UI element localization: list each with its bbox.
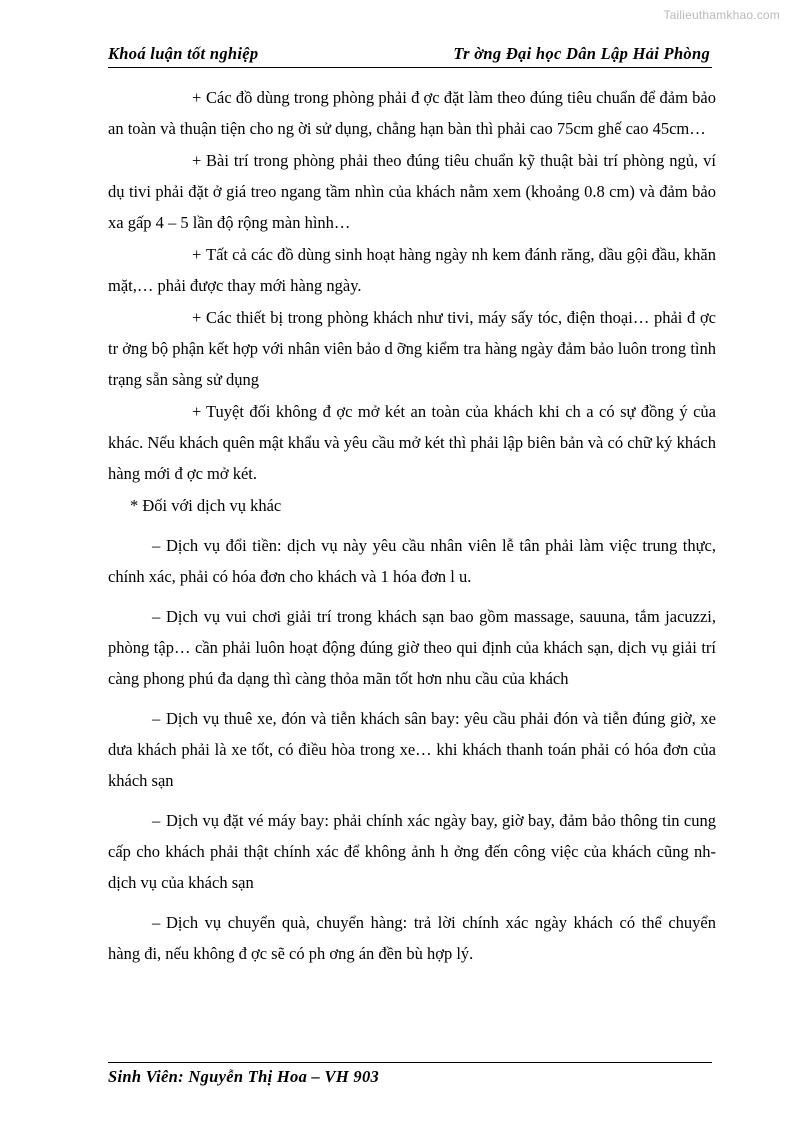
header-title-left: Khoá luận tốt nghiệp — [108, 44, 259, 63]
paragraph-text: Tất cả các đồ dùng sinh hoạt hàng ngày nh kem đánh răng, dầu gội đầu, khăn mặt,… phải được thay mới hàng ngày. — [108, 245, 716, 296]
document-body — [108, 82, 716, 970]
footer-author: Sinh Viên: Nguyễn Thị Hoa – VH 903 — [108, 1067, 380, 1086]
service-text: Dịch vụ đặt vé máy bay: phải chính xác ngày bay, giờ bay, đảm bảo thông tin cung cấp cho khách phải thật chính xác để không ảnh h ởng đến công việc của khách cũng nh dịch vụ của khách sạn — [108, 811, 716, 893]
service-item — [108, 703, 716, 796]
service-item — [108, 601, 716, 694]
bullet-marker: + — [192, 88, 202, 107]
bullet-marker: – — [152, 913, 161, 933]
watermark-text: Tailieuthamkhao.com — [663, 8, 780, 22]
bullet-marker: + — [192, 402, 202, 422]
bullet-marker: – — [152, 811, 161, 831]
service-item — [108, 805, 716, 898]
service-text: Dịch vụ đổi tiền: dịch vụ này yêu cầu nhân viên lễ tân phải làm việc trung thực, chính xác, phải có hóa đơn cho khách và 1 hóa đơn l u. — [108, 536, 716, 587]
paragraph-text: Tuyệt đối không đ ợc mở két an toàn của khách khi ch a có sự đồng ý của khác. Nếu khách quên mật khẩu và yêu cầu mở két thì phải lập biên bản và có chữ ký khách hàng mới đ ợc mở két. — [108, 402, 716, 484]
bullet-marker: + — [192, 308, 202, 328]
paragraph-item — [108, 82, 716, 144]
bullet-marker: – — [152, 709, 161, 729]
bullet-marker: + — [192, 245, 202, 265]
paragraph-item — [108, 396, 716, 489]
header-title-right: Tr ờng Đại học Dân Lập Hải Phòng — [453, 44, 710, 63]
paragraph-text: Các đồ dùng trong phòng phải đ ợc đặt làm theo đúng tiêu chuẩn để đảm bảo an toàn và thuận tiện cho ng ời sử dụng, chẳng hạn bàn thì phải cao 75cm ghế cao 45cm… — [108, 88, 716, 139]
page-footer — [108, 1062, 712, 1087]
paragraph-text: Bài trí trong phòng phải theo đúng tiêu chuẩn kỹ thuật bài trí phòng ngủ, ví dụ tivi phải đặt ở giá treo ngang tầm nhìn của khách nằm xem (khoảng 0.8 cm) và đảm bảo xa gấp 4 – 5 lần độ rộng màn hình… — [108, 151, 716, 233]
service-text: Dịch vụ thuê xe, đón và tiễn khách sân bay: yêu cầu phải đón và tiễn đúng giờ, xe dưa khách phải là xe tốt, có điều hòa trong xe… khi khách thanh toán phải có hóa đơn của khách sạn — [108, 709, 716, 791]
service-item — [108, 907, 716, 969]
service-item — [108, 530, 716, 592]
paragraph-item — [108, 145, 716, 238]
bullet-marker: – — [152, 536, 161, 556]
section-subheading: * Đối với dịch vụ khác — [130, 496, 282, 516]
service-text: Dịch vụ vui chơi giải trí trong khách sạn bao gồm massage, sauuna, tắm jacuzzi, phòng tập… cần phải luôn hoạt động đúng giờ theo qui định của khách sạn, dịch vụ giải trí càng phong phú đa dạng thì càng thỏa mãn tốt hơn nhu cầu của khách — [108, 607, 716, 689]
page-header — [108, 44, 712, 68]
service-text: Dịch vụ chuyển quà, chuyển hàng: trả lời chính xác ngày khách có thể chuyển hàng đi, nếu không đ ợc sẽ có ph ơng án đền bù hợp lý. — [108, 913, 716, 964]
paragraph-item — [108, 239, 716, 301]
paragraph-text: Các thiết bị trong phòng khách như tivi, máy sấy tóc, điện thoại… phải đ ợc tr ởng bộ phận kết hợp với nhân viên bảo d ỡng kiểm tra hàng ngày đảm bảo luôn trong tình trạng sẵn sàng sử dụng — [108, 308, 716, 390]
bullet-marker: + — [192, 151, 202, 171]
paragraph-item — [108, 302, 716, 395]
bullet-marker: – — [152, 607, 161, 627]
